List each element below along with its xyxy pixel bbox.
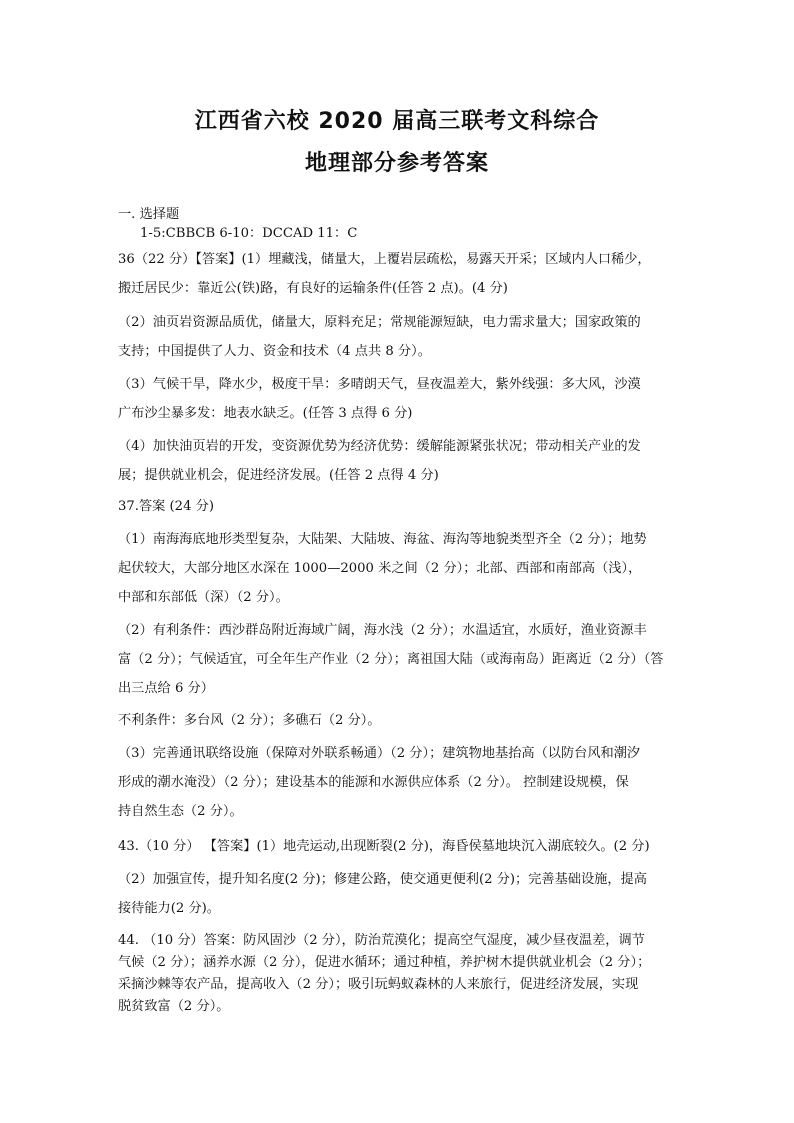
- answer-36-line: 广布沙尘暴多发：地表水缺乏。(任答 3 点得 6 分): [118, 406, 413, 421]
- section-heading-choice: 一. 选择题: [118, 207, 180, 222]
- answer-36-line: 搬迁居民少：靠近公(铁)路，有良好的运输条件(任答 2 点)。(4 分): [118, 281, 508, 296]
- answer-37-heading: 37.答案 (24 分): [118, 499, 214, 514]
- answer-37-line: 出三点给 6 分）: [118, 681, 214, 696]
- answer-36-line: 展；提供就业机会，促进经济发展。(任答 2 点得 4 分): [118, 468, 439, 483]
- answer-44-line: 采摘沙棘等农产品，提高收入（2 分）；吸引玩蚂蚁森林的人来旅行，促进经济发展，实现: [118, 977, 639, 992]
- answer-37-line: 形成的潮水淹没）（2 分）；建设基本的能源和水源供应体系（2 分）。 控制建设规模，保: [118, 775, 629, 790]
- answer-37-line: 富（2 分）；气候适宜，可全年生产作业（2 分）；离祖国大陆（或海南岛）距离近（2 分）（答: [118, 652, 664, 667]
- answer-36-line: （2）油页岩资源品质优，储量大，原料充足；常规能源短缺，电力需求量大；国家政策的: [118, 315, 641, 330]
- answer-37-line: 中部和东部低（深）（2 分）。: [118, 590, 289, 605]
- answer-37-line: 起伏较大，大部分地区水深在 1000—2000 米之间（2 分）；北部、西部和南部高（浅），: [118, 561, 642, 576]
- choice-answers: 1-5:CBBCB 6-10：DCCAD 11：C: [140, 226, 358, 241]
- document-subtitle: 地理部分参考答案: [304, 151, 489, 176]
- answer-36-line: 36（22 分）【答案】(1）埋藏浅，储量大，上覆岩层疏松，易露天开采；区域内人口稀少，: [118, 252, 651, 267]
- answer-37-line: 持自然生态（2 分）。: [118, 804, 243, 819]
- answer-43-line: （2）加强宣传，提升知名度(2 分)；修建公路，使交通更便利(2 分)；完善基础设施，提高: [118, 872, 647, 887]
- answer-37-line: （1）南海海底地形类型复杂，大陆架、大陆坡、海盆、海沟等地貌类型齐全（2 分）；地势: [118, 532, 647, 547]
- document-title: 江西省六校 2020 届高三联考文科综合: [194, 109, 600, 134]
- answer-37-line: （2）有利条件：西沙群岛附近海域广阔，海水浅（2 分）；水温适宜，水质好，渔业资源丰: [118, 623, 647, 638]
- answer-37-line: 不利条件：多台风（2 分）；多礁石（2 分）。: [118, 713, 381, 728]
- answer-36-line: 支持；中国提供了人力、资金和技术（4 点共 8 分）。: [118, 344, 431, 359]
- answer-37-line: （3）完善通讯联络设施（保障对外联系畅通）（2 分）；建筑物地基抬高（以防台风和潮汐: [118, 746, 641, 761]
- answer-44-line: 脱贫致富（2 分）。: [118, 999, 230, 1014]
- answer-44-line: 气候（2 分）；涵养水源（2 分），促进水循环；通过种植，养护树木提供就业机会（2 分）；: [118, 955, 651, 970]
- answer-43-line: 接待能力(2 分)。: [118, 901, 220, 916]
- answer-36-line: （3）气候干旱，降水少，极度干旱：多晴朗天气，昼夜温差大，紫外线强：多大风，沙漠: [118, 377, 641, 392]
- answer-44-line: 44. （10 分）答案：防风固沙（2 分），防治荒漠化；提高空气湿度，减少昼夜温差，调节: [118, 933, 645, 948]
- answer-43-line: 43.（10 分） 【答案】(1）地壳运动,出现断裂(2 分)，海昏侯墓地块沉入湖底较久。(2 分): [118, 839, 650, 854]
- answer-36-line: （4）加快油页岩的开发，变资源优势为经济优势：缓解能源紧张状况；带动相关产业的发: [118, 439, 641, 454]
